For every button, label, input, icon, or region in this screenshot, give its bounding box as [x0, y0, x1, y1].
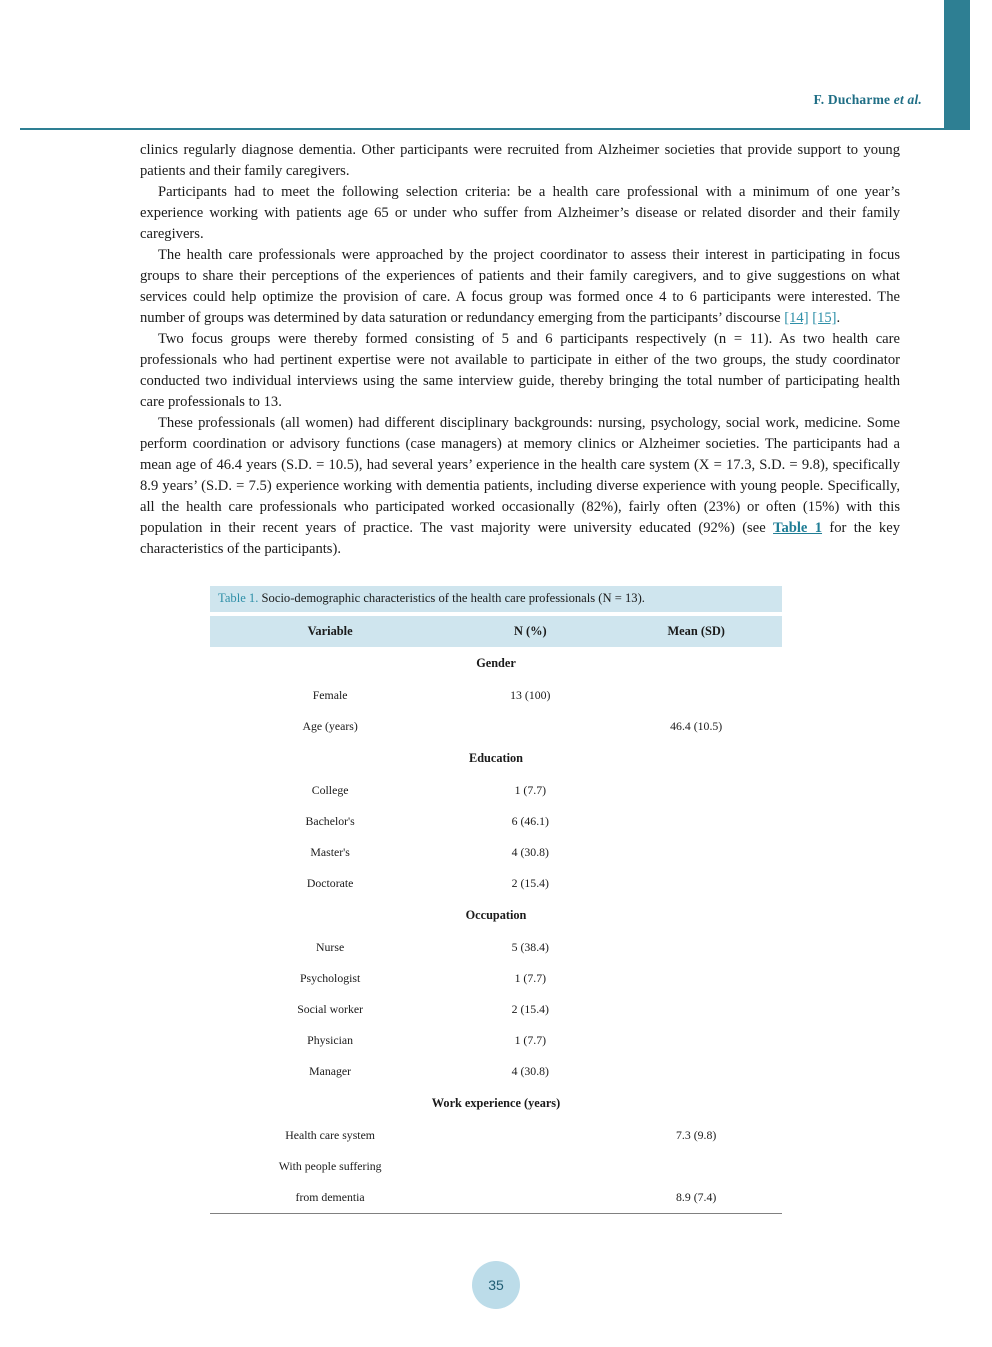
table-row	[210, 1151, 782, 1182]
paragraph-5-text: These professionals (all women) had different disciplinary backgrounds: nursing, psychology, social work, medicine. Some perform coordination or advisory functions (case managers) at memory clinics or Alzheimer societies. The participants had a mean age of 46.4 years (S.D. = 10.5), had several years’ experience in the health care system (X = 17.3, S.D. = 9.8), specifically 8.9 years’ (S.D. = 7.5) experience working with dementia patients, including diverse experience with young people. Specifically, all the health care professionals who participated worked occasionally (82%), fairly often (23%) or often (15%) with this population in their recent years of practice. The vast majority were university educated (92%) (see	[140, 415, 900, 536]
cell-n-percent: 1 (7.7)	[514, 1033, 547, 1047]
table-section-row	[210, 1087, 782, 1120]
cell-variable: from dementia	[210, 1182, 450, 1214]
cell-variable: Nurse	[316, 940, 345, 954]
cell-variable: Female	[312, 688, 348, 702]
cell-n-percent: 4 (30.8)	[511, 845, 549, 859]
table-row	[210, 1056, 782, 1087]
table-body	[210, 647, 782, 1214]
table-section-label: Occupation	[465, 908, 527, 922]
table-row	[210, 963, 782, 994]
table-row	[210, 994, 782, 1025]
cell-variable: Physician	[307, 1033, 354, 1047]
cell-n-percent: 5 (38.4)	[511, 940, 549, 954]
cell-n-percent: 6 (46.1)	[511, 814, 549, 828]
cell-n-percent	[450, 1120, 610, 1151]
cell-variable: Social worker	[297, 1002, 364, 1016]
table-row	[210, 1182, 782, 1214]
table-section-row	[210, 899, 782, 932]
header-accent-bar-gap	[937, 0, 944, 128]
cell-variable: Doctorate	[306, 876, 354, 890]
article-body	[140, 140, 900, 1214]
table-section-label: Work experience (years)	[431, 1096, 561, 1110]
table-section-row	[210, 742, 782, 775]
cell-n-percent: 1 (7.7)	[514, 783, 547, 797]
cell-mean-sd	[610, 1025, 782, 1056]
running-head-etal: et al.	[893, 92, 922, 107]
table-1-container	[210, 586, 782, 1214]
cell-variable: College	[311, 783, 349, 797]
table-row	[210, 1025, 782, 1056]
cell-variable: Health care system	[285, 1128, 375, 1142]
cell-mean-sd: 7.3 (9.8)	[676, 1128, 717, 1142]
table-row	[210, 932, 782, 963]
table-header-row	[210, 616, 782, 647]
cell-n-percent	[450, 711, 610, 742]
table-1-caption-label: Table 1.	[218, 591, 259, 605]
cell-variable: Manager	[309, 1064, 352, 1078]
cell-variable: Age (years)	[302, 719, 358, 733]
cell-mean-sd: 46.4 (10.5)	[670, 719, 723, 733]
paragraph-3	[140, 245, 900, 329]
cell-mean-sd	[610, 806, 782, 837]
paragraph-4: Two focus groups were thereby formed consisting of 5 and 6 participants respectively (n = 11). As two health care professionals who had pertinent expertise were not available to participate in either of the two groups, the study coordinator conducted two individual interviews using the same interview guide, thereby bringing the total number of participating health care professionals to 13.	[140, 331, 900, 410]
paragraph-3-period: .	[836, 310, 841, 326]
column-header-mean-sd: Mean (SD)	[610, 616, 782, 647]
citation-link-15[interactable]: [15]	[812, 310, 837, 326]
cell-mean-sd	[610, 680, 782, 711]
table-row	[210, 775, 782, 806]
cell-variable: Master's	[310, 845, 350, 859]
paragraph-3-text: The health care professionals were approached by the project coordinator to assess their interest in participating in focus groups to share their perceptions of the experiences of patients and their family caregivers, and to give suggestions on what services could help optimize the provision of care. A focus group was formed once 4 to 6 participants were interested. The number of groups was determined by data saturation or redundancy emerging from the participants’ discourse	[140, 247, 900, 326]
cell-n-percent: 1 (7.7)	[514, 971, 547, 985]
column-header-variable: Variable	[210, 616, 450, 647]
header-rule	[20, 128, 970, 130]
cell-variable: Psychologist	[299, 971, 361, 985]
table-row	[210, 680, 782, 711]
page-number: 35	[472, 1261, 520, 1309]
cell-mean-sd	[610, 994, 782, 1025]
table-section-row	[210, 647, 782, 680]
cell-n-percent: 13 (100)	[510, 688, 551, 702]
cell-mean-sd	[610, 932, 782, 963]
cell-n-percent: 2 (15.4)	[511, 876, 549, 890]
cell-mean-sd	[610, 775, 782, 806]
table-reference-link[interactable]: Table 1	[773, 520, 823, 536]
header-accent-bar	[944, 0, 970, 128]
table-row	[210, 806, 782, 837]
table-row	[210, 1120, 782, 1151]
cell-mean-sd	[610, 837, 782, 868]
running-head-authors: F. Ducharme	[813, 92, 891, 107]
citation-link-14[interactable]: [14]	[784, 310, 809, 326]
cell-mean-sd	[610, 1151, 782, 1182]
cell-mean-sd	[610, 963, 782, 994]
paragraph-1: clinics regularly diagnose dementia. Other participants were recruited from Alzheimer societies that provide support to young patients and their family caregivers.	[140, 142, 900, 179]
cell-n-percent: 2 (15.4)	[511, 1002, 549, 1016]
running-head	[814, 92, 922, 108]
cell-mean-sd: 8.9 (7.4)	[610, 1182, 782, 1214]
cell-n-percent	[450, 1151, 610, 1182]
table-1-caption	[210, 586, 782, 612]
paragraph-5	[140, 413, 900, 560]
table-row	[210, 837, 782, 868]
paragraph-5-tail: for the key characteristics of the participants).	[140, 520, 900, 557]
cell-mean-sd	[610, 868, 782, 899]
table-1-caption-text: Socio-demographic characteristics of the health care professionals (N = 13).	[261, 591, 645, 605]
table-section-label: Gender	[476, 656, 516, 670]
table-row	[210, 711, 782, 742]
cell-mean-sd	[610, 1056, 782, 1087]
table-row	[210, 868, 782, 899]
cell-n-percent	[450, 1182, 610, 1214]
cell-n-percent: 4 (30.8)	[511, 1064, 549, 1078]
paragraph-2: Participants had to meet the following selection criteria: be a health care professional with a minimum of one year’s experience working with patients age 65 or under who suffer from Alzheimer’s disease or related disorder and their family caregivers.	[140, 184, 900, 242]
table-1	[210, 616, 782, 1214]
column-header-n-percent: N (%)	[450, 616, 610, 647]
cell-variable: Bachelor's	[305, 814, 355, 828]
page-number-badge	[0, 1261, 992, 1309]
cell-variable: With people suffering	[278, 1159, 382, 1173]
table-section-label: Education	[469, 751, 523, 765]
